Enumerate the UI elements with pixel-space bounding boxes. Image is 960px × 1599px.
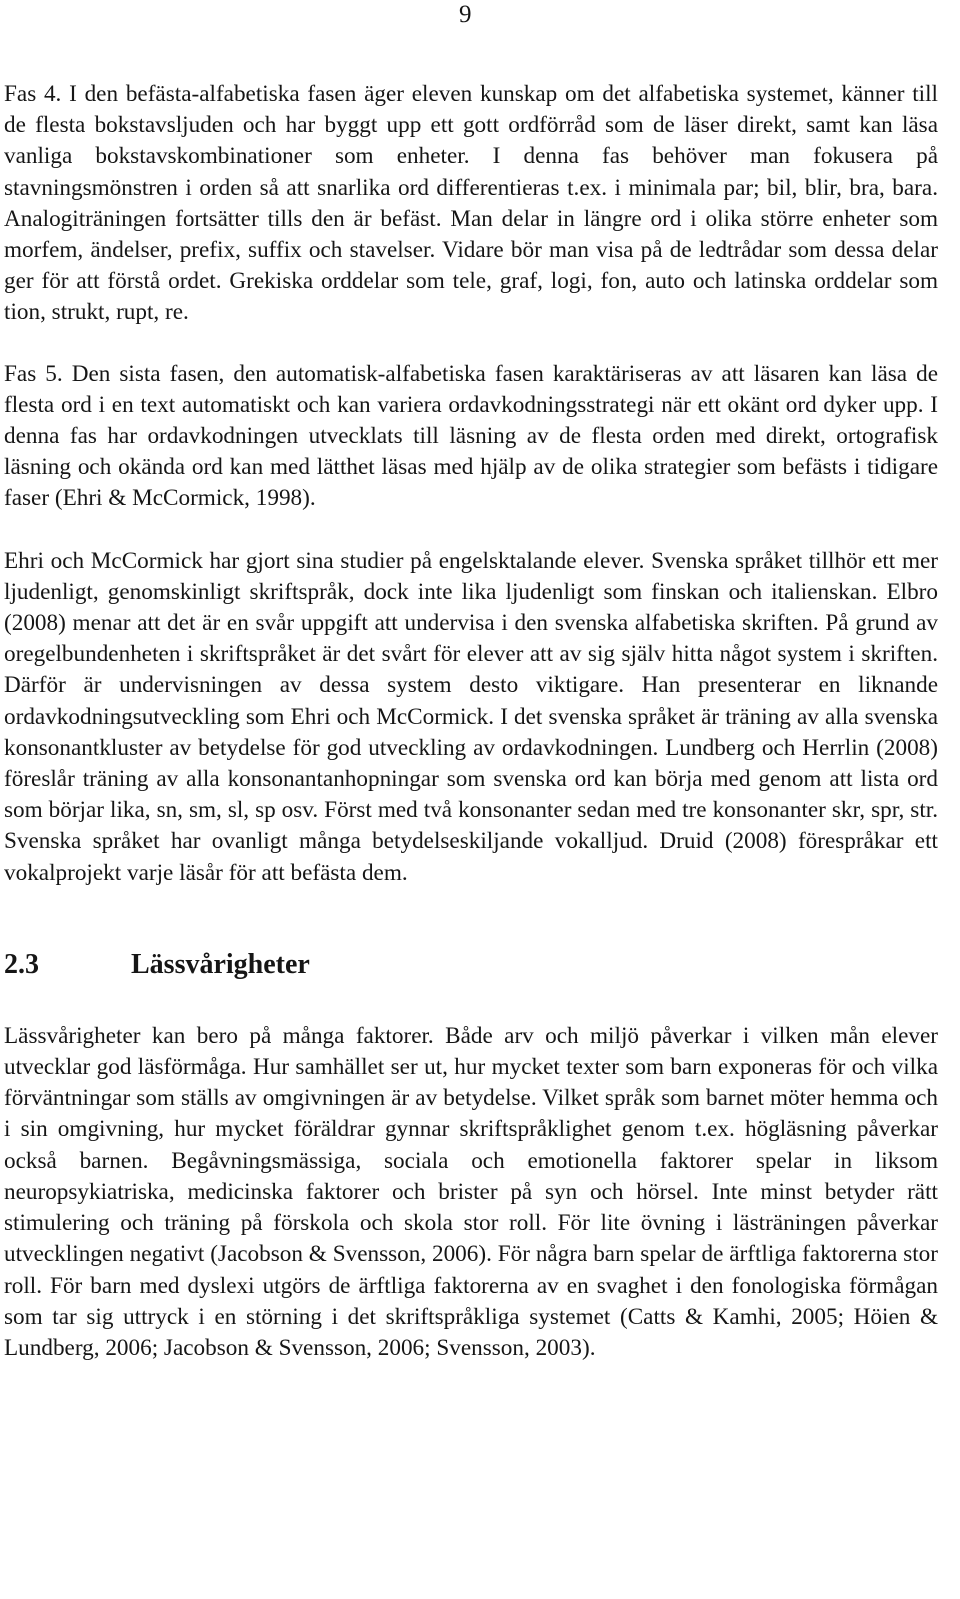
section-spacer bbox=[4, 985, 938, 1021]
section-heading bbox=[4, 945, 938, 985]
page-number: 9 bbox=[459, 1, 472, 28]
paragraph-ehri-mccormick: Ehri och McCormick har gjort sina studier på engelsktalande elever. Svenska språket tillhör ett mer ljudenligt, genomskinligt skriftspråk, dock inte lika ljudenligt som finskan och italienskan. Elbro (2008) menar att det är en svår uppgift att undervisa i den svenska alfabetiska skriften. På grund av oregelbundenheten i skriftspråket är det svårt för elever att av sig själv hitta något system i skriften. Därför är undervisningen av dessa system desto viktigare. Han presenterar en liknande ordavkodningsutveckling som Ehri och McCormick. I det svenska språket är träning av alla svenska konsonantkluster av betydelse för god utveckling av ordavkodningen. Lundberg och Herrlin (2008) föreslår träning av alla konsonantanhopningar som svenska ord kan börja med genom att lista ord som börjar lika, sn, sm, sl, sp osv. Först med två konsonanter sedan med tre konsonanter skr, spr, str. Svenska språket har ovanligt många betydelseskiljande vokalljud. Druid (2008) förespråkar ett vokalprojekt varje läsår för att befästa dem. bbox=[4, 547, 938, 886]
paragraph-fas-4: Fas 4. I den befästa-alfabetiska fasen äger eleven kunskap om det alfabetiska systemet, känner till de flesta bokstavsljuden och har byggt upp ett gott ordförråd som de läser direkt, samt kan läsa vanliga bokstavskombinationer som enheter. I denna fas behöver man fokusera på stavningsmönstren i orden så att snarlika ord differentieras t.ex. i minimala par; bil, blir, bra, bara. Analogiträningen fortsätter tills den är befäst. Man delar in längre ord i olika större enheter som morfem, ändelser, prefix, suffix och stavelser. Vidare bör man visa på de ledtrådar som dessa delar ger för att förstå ordet. Grekiska orddelar som tele, graf, logi, fon, auto och latinska orddelar som tion, strukt, rupt, re. bbox=[4, 81, 938, 326]
section-title: Lässvårigheter bbox=[131, 948, 310, 980]
document-body bbox=[4, 79, 938, 1364]
paragraph-lassvarigheter: Lässvårigheter kan bero på många faktorer. Både arv och miljö påverkar i vilken mån elever utvecklar god läsförmåga. Hur samhället ser ut, hur mycket texter som barn exponeras för och vilka förväntningar som ställs av omgivningen är av betydelse. Vilket språk som barnet möter hemma och i sin omgivning, hur mycket föräldrar gynnar skriftspråklighet genom t.ex. högläsning påverkar också barnen. Begåvningsmässiga, sociala och emotionella faktorer spelar in liksom neuropsykiatriska, medicinska faktorer och brister på syn och hörsel. Inte minst betyder rätt stimulering och träning på förskola och skola stor roll. För lite övning i lästräningen påverkar utvecklingen negativt (Jacobson & Svensson, 2006). För några barn spelar de ärftliga faktorerna stor roll. För barn med dyslexi utgörs de ärftliga faktorerna av en svaghet i den fonologiska förmågan som tar sig uttryck i en störning i det skriftspråkliga systemet (Catts & Kamhi, 2005; Höien & Lundberg, 2006; Jacobson & Svensson, 2006; Svensson, 2003). bbox=[4, 1022, 938, 1361]
paragraph-spacer bbox=[4, 515, 938, 546]
paragraph-spacer bbox=[4, 329, 938, 359]
paragraph-fas-5: Fas 5. Den sista fasen, den automatisk-alfabetiska fasen karaktäriseras av att läsaren kan läsa de flesta ord i en text automatiskt och kan variera ordavkodningsstrategi när ett okänt ord dyker upp. I denna fas har ordavkodningen utvecklats till läsning av de flesta orden med direkt, ortografisk läsning och okända ord kan med lätthet läsas med hjälp av de olika strategier som befästs i tidigare faser (Ehri & McCormick, 1998). bbox=[4, 360, 938, 512]
section-number: 2.3 bbox=[4, 948, 39, 980]
section-spacer bbox=[4, 889, 938, 945]
